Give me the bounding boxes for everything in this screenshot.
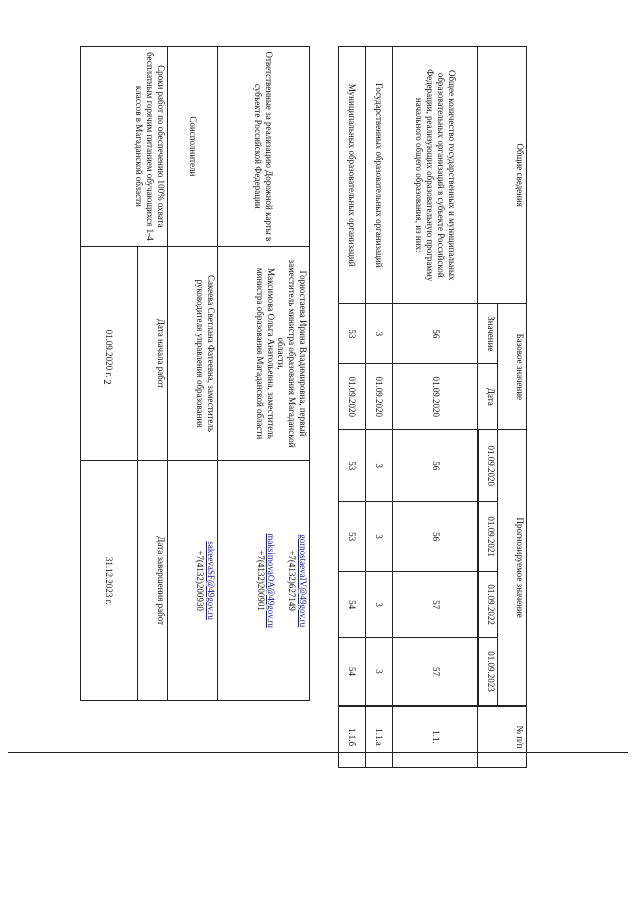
row-desc: Общее количество государственных и муниципальных образовательных организаций в субъекте Российской Федерации, реализующих образовательную программу начального общего образования, из них: bbox=[393, 47, 478, 304]
table-row bbox=[393, 47, 478, 706]
forecast-cell: 54 bbox=[339, 638, 366, 706]
info-table-wrapper bbox=[80, 46, 310, 701]
start-value: 01.09.2020 г. bbox=[81, 246, 138, 461]
table-row bbox=[339, 47, 366, 706]
page-number: 2 bbox=[100, 379, 113, 385]
forecast-cell: 54 bbox=[339, 572, 366, 638]
header-forecast: Прогнозируемое значение bbox=[497, 430, 526, 706]
row-desc: Государственных образовательных организаций bbox=[366, 47, 393, 304]
header-base-date: Дата bbox=[478, 364, 498, 430]
row-value: 53 bbox=[339, 304, 366, 364]
forecast-cell: 53 bbox=[339, 430, 366, 502]
forecast-cell: 56 bbox=[393, 430, 478, 502]
table-row bbox=[218, 47, 310, 701]
coexecutors-label: Соисполнители bbox=[168, 47, 218, 247]
forecast-cell: 57 bbox=[393, 638, 478, 706]
header-general: Общие сведения bbox=[478, 47, 527, 304]
row-date: 01.09.2020 bbox=[393, 364, 478, 430]
row-num: 1.1.а bbox=[366, 707, 393, 768]
row-value: 56 bbox=[393, 304, 478, 364]
forecast-cell: 56 bbox=[393, 502, 478, 572]
responsible-persons bbox=[218, 246, 310, 461]
forecast-cell: 3 bbox=[366, 572, 393, 638]
info-table bbox=[80, 46, 310, 701]
person-2: Максимова Ольга Анатольевна, заместитель министра образования Магаданской области bbox=[254, 267, 276, 440]
forecast-cell: 57 bbox=[393, 572, 478, 638]
email-link[interactable]: gornostaevaIV@49gov.ru bbox=[298, 534, 308, 628]
end-value: 31.12.2023 г. bbox=[81, 461, 138, 701]
responsible-label: Ответственные за реализацию Дорожной карты в субъекте Российской Федерации bbox=[218, 47, 310, 247]
num-column bbox=[338, 706, 527, 768]
num-column-wrapper bbox=[338, 706, 527, 768]
header-date: 01.09.2021 bbox=[479, 502, 498, 572]
data-table bbox=[338, 46, 527, 706]
row-date: 01.09.2020 bbox=[366, 364, 393, 430]
table-row bbox=[366, 47, 393, 706]
table-row bbox=[366, 707, 393, 768]
phone: +7(4132)627149 bbox=[287, 550, 298, 611]
deadlines-label: Сроки работ по обеспечению 100% охвата бесплатным горячим питанием обучающихся 1-4 классов в Магаданской области bbox=[81, 47, 168, 247]
table-row bbox=[138, 47, 168, 701]
phone: +7(4132)200901 bbox=[255, 550, 266, 611]
forecast-cell: 53 bbox=[339, 502, 366, 572]
header-date: 01.09.2023 bbox=[479, 638, 498, 706]
forecast-cell: 3 bbox=[366, 638, 393, 706]
table-header-row bbox=[497, 47, 526, 706]
coexecutor-contacts bbox=[168, 461, 218, 701]
coexecutor-person: Сакеева Светлана Фатеевна, заместитель руководителя управления образования bbox=[168, 246, 218, 461]
end-label: Дата завершения работ bbox=[138, 461, 168, 701]
row-date: 01.09.2020 bbox=[339, 364, 366, 430]
person-1: Горностаева Ирина Владимировна, первый заместитель министра образования Магаданской области, bbox=[276, 259, 308, 448]
header-date: 01.09.2020 bbox=[479, 430, 498, 502]
table-row bbox=[393, 707, 478, 768]
header-date: 01.09.2022 bbox=[479, 572, 498, 638]
table-row bbox=[478, 707, 527, 768]
row-desc: Муниципальных образовательных организаций bbox=[339, 47, 366, 304]
phone: +7(4132)200930 bbox=[195, 550, 206, 611]
email-link[interactable]: sakeevaSF@49gov.ru bbox=[206, 541, 216, 620]
header-base: Базовое значение bbox=[497, 304, 526, 430]
row-num: 1.1. bbox=[393, 707, 478, 768]
header-num: № п/п bbox=[478, 707, 527, 768]
table-row bbox=[168, 47, 218, 701]
footer-rule bbox=[8, 752, 628, 753]
data-table-wrapper bbox=[338, 46, 527, 706]
row-value: 3 bbox=[366, 304, 393, 364]
responsible-contacts bbox=[218, 461, 310, 701]
header-base-value: Значение bbox=[478, 304, 498, 364]
forecast-cell: 3 bbox=[366, 430, 393, 502]
forecast-cell: 3 bbox=[366, 502, 393, 572]
start-label: Дата начала работ bbox=[138, 246, 168, 461]
row-num: 1.1.б bbox=[339, 707, 366, 768]
table-row bbox=[339, 707, 366, 768]
email-link[interactable]: maksimovaOA@49gov.ru bbox=[266, 533, 277, 628]
